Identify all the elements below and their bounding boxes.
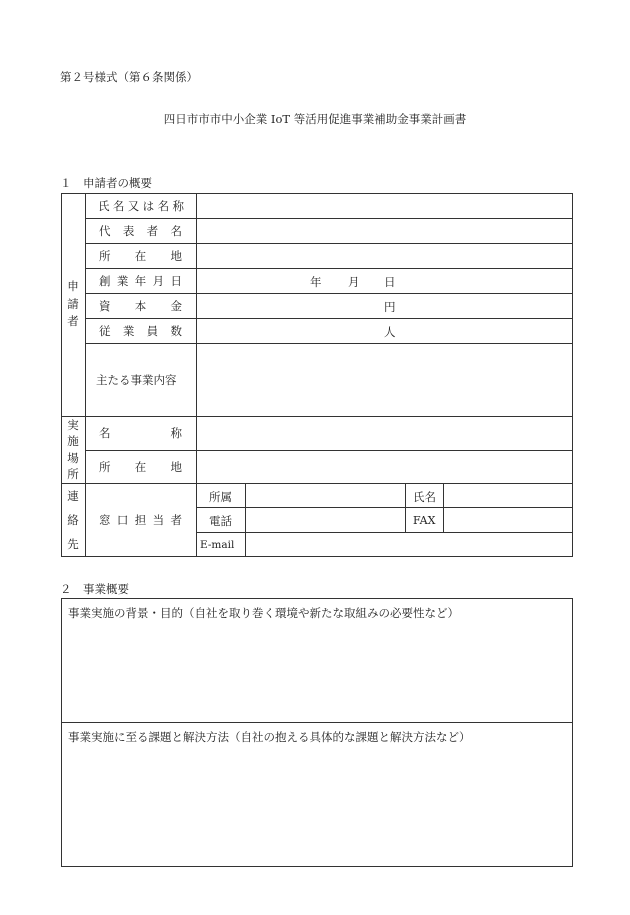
founded-month-unit: 月 <box>348 275 360 289</box>
name-label: 氏 名 又 は 名 称 <box>98 198 184 213</box>
site-location-field[interactable] <box>197 451 572 482</box>
document-title: 四日市市市中小企業 IoT 等活用促進事業補助金事業計画書 <box>163 112 467 126</box>
section2-heading: ２ 事業概要 <box>60 582 129 596</box>
email-field[interactable] <box>246 533 572 556</box>
name-field[interactable] <box>197 194 572 217</box>
fax-field[interactable] <box>444 508 572 531</box>
background-purpose-field[interactable] <box>62 599 572 721</box>
department-field[interactable] <box>246 484 404 506</box>
department-label: 所属 <box>209 490 232 504</box>
capital-label: 資 本 金 <box>99 298 182 313</box>
representative-label: 代 表 者 名 <box>99 223 182 238</box>
form-number: 第２号様式（第６条関係） <box>60 70 198 84</box>
main-business-field[interactable] <box>197 344 572 415</box>
issues-solutions-label: 事業実施に至る課題と解決方法（自社の抱える具体的な課題と解決方法など） <box>68 730 471 744</box>
founded-label: 創 業 年 月 日 <box>99 273 182 288</box>
capital-unit: 円 <box>384 300 396 314</box>
applicant-group-label: 申 請 者 <box>67 278 79 329</box>
contact-person-label: 窓 口 担 当 者 <box>99 513 182 527</box>
location-label: 所 在 地 <box>99 248 182 263</box>
site-name-label: 名 称 <box>99 426 182 440</box>
email-label: E-mail <box>200 539 235 551</box>
site-location-label: 所 在 地 <box>99 459 182 474</box>
founded-day-unit: 日 <box>384 275 396 289</box>
section1-heading: １ 申請者の概要 <box>60 176 152 190</box>
person-name-label: 氏名 <box>413 490 436 504</box>
phone-label: 電話 <box>209 514 232 528</box>
representative-field[interactable] <box>197 219 572 242</box>
background-purpose-label: 事業実施の背景・目的（自社を取り巻く環境や新たな取組みの必要性など） <box>68 606 459 620</box>
founded-year-unit: 年 <box>310 275 322 289</box>
fax-label: FAX <box>413 514 436 527</box>
phone-field[interactable] <box>246 508 404 531</box>
site-name-field[interactable] <box>197 417 572 449</box>
contact-group-label: 連 絡 先 <box>67 488 79 552</box>
main-business-label: 主たる事業内容 <box>96 372 177 387</box>
issues-solutions-field[interactable] <box>62 723 572 866</box>
employees-label: 従 業 員 数 <box>99 323 182 338</box>
person-name-field[interactable] <box>444 484 572 506</box>
site-group-label: 実 施 場 所 <box>67 418 79 481</box>
location-field[interactable] <box>197 244 572 267</box>
employees-unit: 人 <box>384 325 396 339</box>
